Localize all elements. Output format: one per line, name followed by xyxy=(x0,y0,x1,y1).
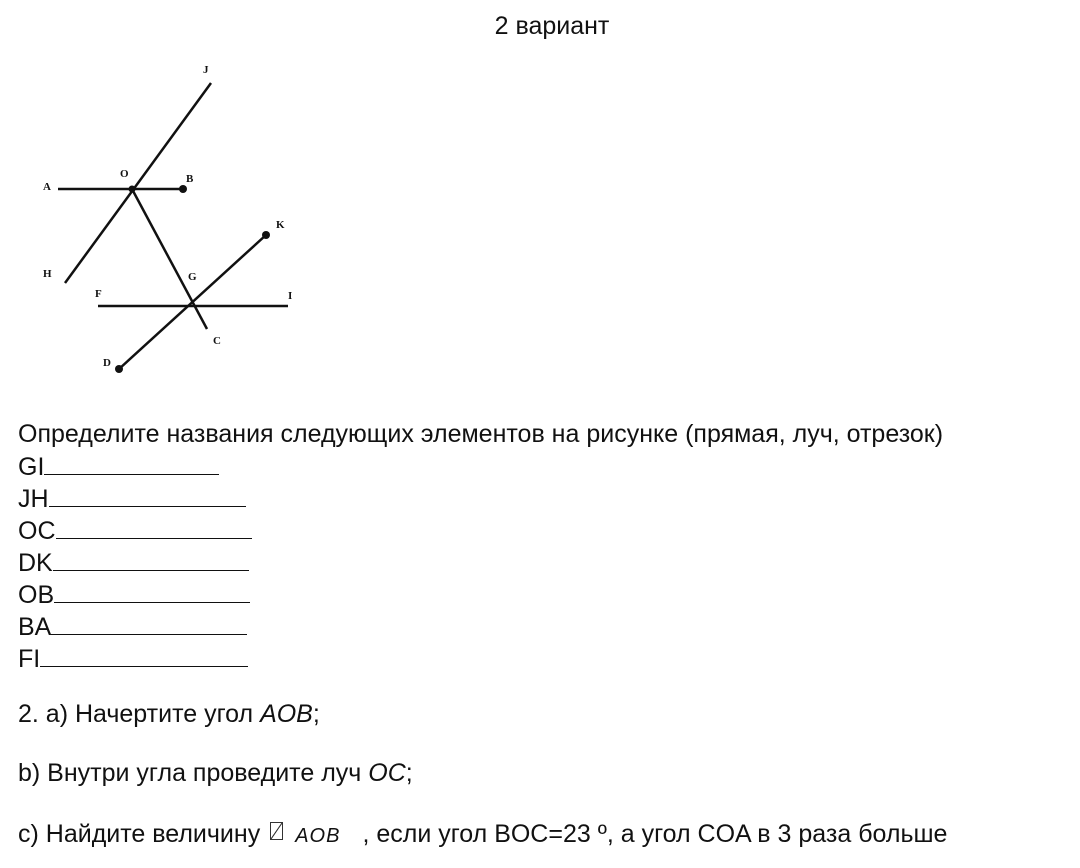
label-j: J xyxy=(203,64,209,76)
answer-item xyxy=(18,610,252,642)
question-2a xyxy=(18,700,320,729)
page-title: 2 вариант xyxy=(494,12,610,40)
answer-item xyxy=(18,642,252,674)
label-g: G xyxy=(188,271,197,283)
label-f: F xyxy=(95,288,102,300)
item-label: DK xyxy=(18,549,53,577)
item-label: GI xyxy=(18,453,45,481)
label-a: A xyxy=(43,181,51,193)
angle-aob: AOB xyxy=(260,700,313,728)
angle-symbol-icon xyxy=(270,822,283,840)
question-2a-suffix: ; xyxy=(312,700,320,728)
task-text: Определите названия следующих элементов на рисунке (прямая, луч, отрезок) xyxy=(18,420,944,448)
geometry-diagram xyxy=(30,56,330,386)
label-k: K xyxy=(276,219,285,231)
answer-blank[interactable] xyxy=(53,546,249,571)
item-label: OC xyxy=(18,517,56,545)
question-2c xyxy=(18,820,947,849)
segment-dk xyxy=(119,235,266,369)
answer-blank[interactable] xyxy=(40,642,248,667)
label-o: O xyxy=(120,168,129,180)
label-b: B xyxy=(186,173,194,185)
question-2b-prefix: b) Внутри угла проведите луч xyxy=(18,759,369,787)
answer-item xyxy=(18,450,252,482)
answer-list xyxy=(18,450,252,674)
point-d xyxy=(115,365,123,373)
question-2b xyxy=(18,759,413,788)
answer-blank[interactable] xyxy=(54,578,250,603)
answer-blank[interactable] xyxy=(49,482,246,507)
point-o xyxy=(129,186,136,193)
question-2b-suffix: ; xyxy=(405,759,413,787)
angle-aob-inline: AOB xyxy=(295,825,341,847)
item-label: FI xyxy=(18,645,41,673)
label-h: H xyxy=(43,268,52,280)
answer-blank[interactable] xyxy=(51,610,247,635)
answer-item xyxy=(18,578,252,610)
item-label: OB xyxy=(18,581,55,609)
item-label: BA xyxy=(18,613,52,641)
answer-item xyxy=(18,546,252,578)
question-2c-prefix: c) Найдите величину xyxy=(18,820,261,848)
label-i: I xyxy=(288,290,293,302)
answer-item xyxy=(18,482,252,514)
geometry-figure xyxy=(30,56,330,386)
ray-oc: OC xyxy=(368,759,406,787)
item-label: JH xyxy=(18,485,49,513)
answer-item xyxy=(18,514,252,546)
point-k xyxy=(262,231,270,239)
answer-blank[interactable] xyxy=(56,514,252,539)
answer-blank[interactable] xyxy=(44,450,219,475)
label-c: C xyxy=(213,335,221,347)
question-2a-prefix: 2. а) Начертите угол xyxy=(18,700,261,728)
question-2c-suffix: , если угол BOC=23 º, а угол COA в 3 раза больше xyxy=(362,820,948,848)
line-oc xyxy=(132,189,207,329)
label-d: D xyxy=(103,357,111,369)
point-b xyxy=(179,185,187,193)
